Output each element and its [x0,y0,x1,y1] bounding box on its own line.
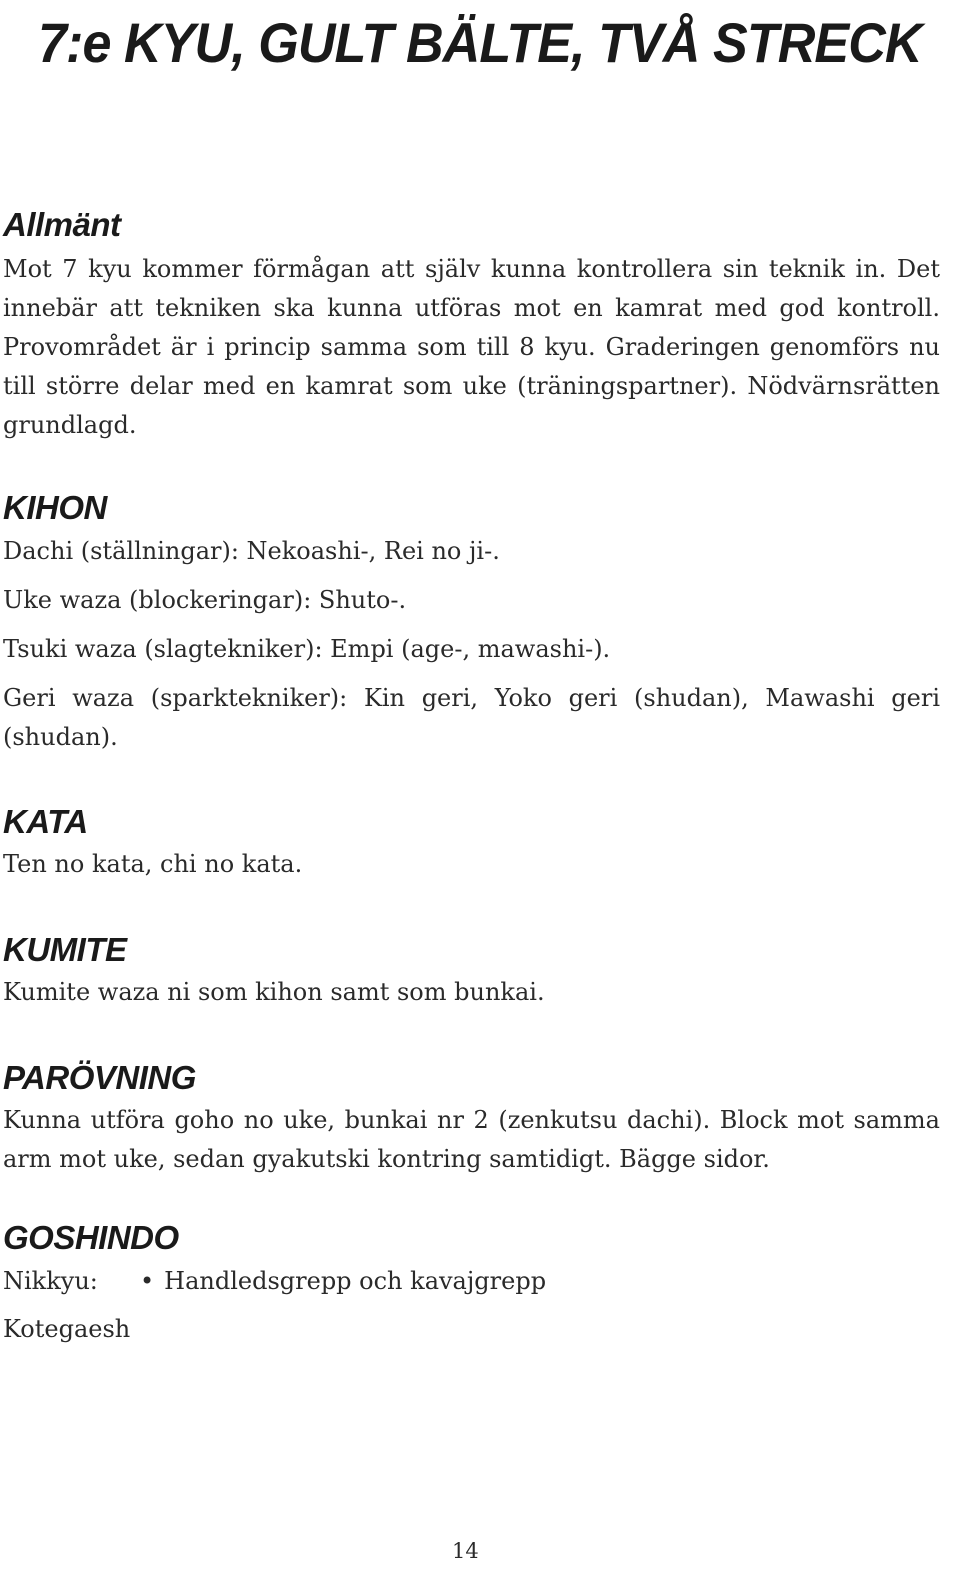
bullet-icon: • [140,1267,155,1295]
kihon-line-dachi: Dachi (ställningar): Nekoashi-, Rei no ji-. [3,537,500,565]
heading-kihon: KIHON [3,489,107,526]
page-number: 14 [452,1539,479,1563]
kihon-line-geri-waza: Geri waza (sparktekniker): Kin geri, Yoko geri (shudan), Mawashi geri (shudan). [3,684,940,751]
kihon-line-uke-waza: Uke waza (blockeringar): Shuto-. [3,586,407,614]
allmant-paragraph: Mot 7 kyu kommer förmågan att själv kunna kontrollera sin teknik in. Det innebär att tekniken ska kunna utföras mot en kamrat med god kontroll. Provområdet är i princip samma som till 8 kyu. Graderingen genomförs nu till större delar med en kamrat som uke (träningspartner). Nödvärnsrätten grundlagd. [3,255,940,439]
page-title: 7:e KYU, GULT BÄLTE, TVÅ STRECK [38,11,922,74]
heading-kata: KATA [3,803,88,840]
goshindo-label-nikkyu: Nikkyu: [3,1267,98,1295]
kata-text: Ten no kata, chi no kata. [3,850,303,878]
heading-kumite: KUMITE [3,931,127,968]
kihon-line-tsuki-waza: Tsuki waza (slagtekniker): Empi (age-, mawashi-). [3,635,611,663]
heading-goshindo: GOSHINDO [3,1219,179,1256]
kumite-text: Kumite waza ni som kihon samt som bunkai. [3,978,545,1006]
goshindo-bullet-item [140,1262,546,1301]
goshindo-item-text: Handledsgrepp och kavajgrepp [164,1267,547,1295]
parovning-paragraph: Kunna utföra goho no uke, bunkai nr 2 (zenkutsu dachi). Block mot samma arm mot uke, sedan gyakutski kontring samtidigt. Bägge sidor. [3,1106,940,1173]
heading-parovning: PARÖVNING [3,1059,196,1096]
heading-allmant: Allmänt [3,206,121,243]
goshindo-label-kotegaesh: Kotegaesh [3,1315,131,1343]
